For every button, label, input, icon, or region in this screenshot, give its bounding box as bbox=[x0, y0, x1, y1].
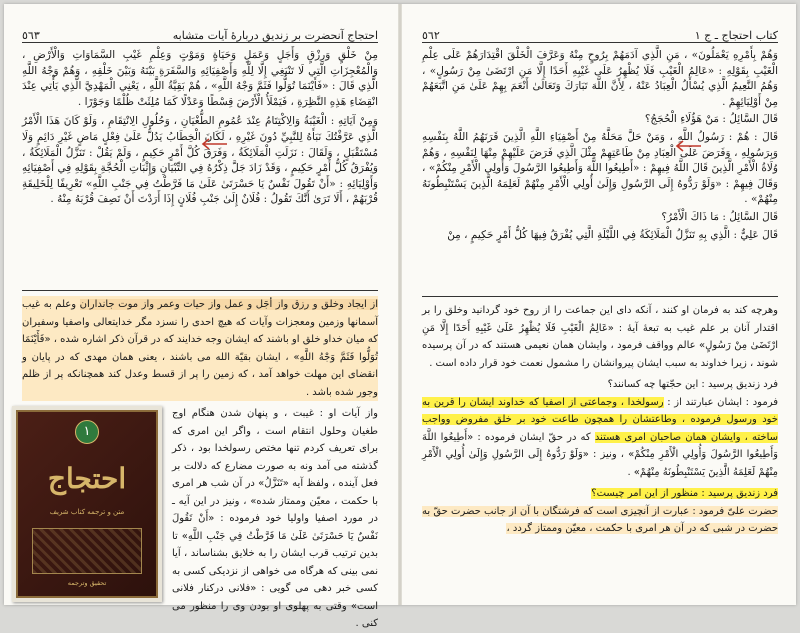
page-number: ٥٦٣ bbox=[22, 29, 40, 42]
ornament-pattern bbox=[32, 528, 142, 574]
right-arabic-text bbox=[422, 48, 778, 243]
left-arabic-text bbox=[22, 48, 378, 208]
arabic-paragraph: وَمِنْ آيَاتِهِ : الْغَيْبَةُ وَالِاكْتِتَامُ عِنْدَ عُمُومِ الطُّغْيَانِ ، وَحُلُولِ الِانْتِقَامِ ، وَلَوْ كَانَ هَذَا الْأَمْرُ الَّذِي عَرَّفْتُكَ نَبَأَهُ لِلنَّبِيِّ دُونَ غَيْرِهِ ، لَكَانَ الْخِطَابُ يَدُلُّ عَلَىٰ فِعْلٍ مَاضٍ غَيْرِ دَائِمٍ وَلَا مُسْتَقْبَلٍ ، وَلَقَالَ : نَزَلَتِ الْمَلَائِكَةُ ، وَفَرَقَ كُلَّ أَمْرٍ حَكِيمٍ ، وَلَمْ يَقُلْ : تَنَزَّلُ الْمَلَائِكَةُ ، وَيُفْرَقُ كُلُّ أَمْرٍ حَكِيمٍ ، وَقَدْ زَادَ جَلَّ ذِكْرُهُ فِي التِّبْيَانِ وَإِثْبَاتِ الْحُجَّةِ بِقَوْلِهِ فِي أَصْفِيَائِهِ وَأَوْلِيَائِهِ : «أَنْ تَقُولَ نَفْسٌ يَا حَسْرَتَىٰ عَلَىٰ مَا فَرَّطْتُ فِي جَنْبِ اللَّهِ» تَعْرِيفًا لِلْخَلِيقَةِ قُرْبَهُمْ ، أَلَا تَرَىٰ أَنَّكَ تَقُولُ : فُلَانٌ إِلَىٰ جَنْبِ فُلَانٍ إِذَا أَرَدْتَ أَنْ تَصِفَ قُرْبَهُ مِنْهُ . bbox=[22, 115, 378, 206]
book-cover bbox=[16, 410, 158, 598]
persian-answer bbox=[422, 503, 778, 538]
volume-badge: ١ bbox=[75, 420, 99, 444]
page-number: ٥٦٢ bbox=[422, 29, 440, 42]
right-page bbox=[404, 4, 796, 605]
persian-answer-lead: فرمود : ايشان عبارتند از : bbox=[663, 396, 778, 408]
persian-paragraph bbox=[172, 405, 378, 633]
arabic-question: قَالَ السَّائِلُ : مَنْ هَؤُلَاءِ الْحُجَجُ؟ bbox=[644, 113, 778, 126]
persian-question bbox=[422, 485, 778, 503]
book-spread bbox=[4, 4, 796, 629]
arabic-paragraph: قَالَ عَلِيٌّ : الَّذِي بِهِ تَنَزَّلُ الْمَلَائِكَةُ فِي اللَّيْلَةِ الَّتِي يُفْرَقُ فِيهَا كُلُّ أَمْرٍ حَكِيمٍ ، مِنْ bbox=[447, 228, 778, 241]
persian-question-text: فرد زنديق پرسيد : اين حجّتها چه كسانند؟ bbox=[607, 379, 778, 390]
section-divider bbox=[22, 290, 378, 291]
persian-highlighted-paragraph bbox=[22, 296, 378, 401]
section-divider bbox=[422, 296, 778, 297]
right-persian-translation bbox=[422, 302, 778, 538]
right-page-header bbox=[422, 22, 778, 43]
persian-answer bbox=[422, 394, 778, 482]
book-subtitle: متن و ترجمه كتاب شريف bbox=[49, 508, 125, 516]
highlighted-text: رسولخدا ، وجماعتى از اصفيا كه خداوند ايشان را قرين به خود ورسول فرموده ، وطاعتشان را همچون طاعت خود بر خلق مفروض وواجب ساخته ، وايشان همان صاحبان امرى هستند bbox=[422, 396, 778, 443]
red-arrow-annotation-icon bbox=[200, 138, 228, 150]
book-gutter bbox=[398, 4, 402, 605]
page-header-title: احتجاج آنحضرت بر زنديق دربارهٔ آيات متشابه bbox=[172, 29, 378, 42]
arabic-paragraph: وَهُمْ بِأَمْرِهِ يَعْمَلُونَ» ، مَنِ الَّذِي آدَمَهُمْ بِرُوحٍ مِنْهُ وَعَرَّفَ الْخَلْقَ اقْتِدَارَهُمْ عَلَى عِلْمِ الْغَيْبِ بِقَوْلِهِ : «عَالِمُ الْغَيْبِ فَلَا يُظْهِرُ عَلَى غَيْبِهِ أَحَدًا إِلَّا مَنِ ارْتَضَىٰ مِنْ رَسُولٍ» ، وَهُمُ النَّعِيمُ الَّذِي يُسْأَلُ الْعِبَادُ عَنْهُ ، لِأَنَّ اللَّهَ تَبَارَكَ وَتَعَالَىٰ أَنْعَمَ بِهِمْ عَلَىٰ مَنِ اتَّبَعَهُمْ مِنْ أَوْلِيَائِهِمْ . bbox=[422, 49, 778, 108]
left-page-header bbox=[22, 22, 378, 43]
persian-question bbox=[422, 376, 778, 394]
arabic-paragraph: مِنْ خَلْقٍ وَرِزْقٍ وَأَجَلٍ وَعَمَلٍ وَحَيَاةٍ وَمَوْتٍ وَعِلْمِ غَيْبِ السَّمَاوَاتِ وَالْأَرْضِ ، وَالْمُعْجِزَاتِ الَّتِي لَا تَنْبَغِي إِلَّا لِلَّهِ وَأَصْفِيَائِهِ وَالسَّفَرَةِ بَيْنَهُ وَبَيْنَ خَلْقِهِ ، وَهُمْ وَجْهُ اللَّهِ الَّذِي قَالَ : «فَأَيْنَمَا تُوَلُّوا فَثَمَّ وَجْهُ اللَّهِ» ، هُمْ بَقِيَّةُ اللَّهِ ، يَعْنِي الْمَهْدِيَّ الَّذِي يَأْتِي عِنْدَ انْقِضَاءِ هَذِهِ النَّظِرَةِ ، فَيَمْلَأُ الْأَرْضَ قِسْطًا وَعَدْلًا كَمَا مُلِئَتْ ظُلْمًا وَجَوْرًا . bbox=[22, 49, 378, 108]
red-arrow-annotation-icon bbox=[674, 140, 702, 152]
arabic-question: قَالَ السَّائِلُ : مَا ذَاكَ الْأَمْرُ؟ bbox=[661, 210, 778, 223]
arabic-paragraph: قَالَ : هُمْ : رَسُولُ اللَّهِ ، وَمَنْ حَلَّ مَحَلَّهُ مِنْ أَصْفِيَاءِ اللَّهِ الَّذِينَ قَرَنَهُمُ اللَّهُ بِنَفْسِهِ وَبِرَسُولِهِ ، وَفَرَضَ عَلَى الْعِبَادِ مِنْ طَاعَتِهِمْ مِثْلَ الَّذِي فَرَضَ عَلَيْهِمْ مِنْهَا لِنَفْسِهِ ، وَهُمْ وُلَاةُ الْأَمْرِ الَّذِينَ قَالَ اللَّهُ فِيهِمْ : «أَطِيعُوا اللَّهَ وَأَطِيعُوا الرَّسُولَ وَأُولِي الْأَمْرِ مِنْكُمْ» ، وَقَالَ فِيهِمْ : «وَلَوْ رَدُّوهُ إِلَى الرَّسُولِ وَإِلَىٰ أُولِي الْأَمْرِ مِنْهُمْ لَعَلِمَهُ الَّذِينَ يَسْتَنْبِطُونَهُ مِنْهُمْ» . bbox=[422, 130, 778, 206]
page-header-title: كتاب احتجاج ـ ج ١ bbox=[694, 29, 778, 42]
persian-paragraph-text: وعلم به غيب آسمانها وزمين ومعجزات وآيات كه هيچ احدى را نسزد مگر خدايتعالى واصفيا وسفيران كه ميان خداو خلق او باشند كه ايشان وجه خدايند كه در قرآن ذكر اشاره شده ، «فَأَيْنَمَا تُوَلُّوا فَثَمَّ وَجْهُ اللَّهِ» ، ايشان بقيّة الله مى باشند ، يعنى همان مهدى كه در پايان و انقضاى اين مهلت خواهد آمد ، كه زمين را پر از قسط وعدل كند همچنانكه پر از ظلم وجور شده باشد . bbox=[21, 299, 378, 398]
persian-answer-text: حضرت علىّ فرمود : عبارت از آنچيزى است كه فرشتگان با آن از جانب حضرت حقّ به حضرت در شبى كه در آن هر امرى با حكمت ، معيّن وممتاز گردد ، bbox=[422, 505, 778, 534]
book-title: احتجاج bbox=[47, 462, 127, 495]
persian-paragraph-text: واز آيات او : غيبت ، و پنهان شدن هنگام اوج طغيان وحلول انتقام است ، واگر اين امرى كه براى تعريف كردم تنها مختص رسولخدا بود ، ذكر گذشته مى آمد ونه به صورت مضارع كه دلالت بر فعل آينده ، ولفظ آيه «تَنَزَّلُ» در آن شب هر امرى با حكمت ، معيّن وممتاز شده» ، ونيز در اين آيه ـ در مورد اصفيا واوليا خود فرموده : «أَنْ تَقُولَ نَفْسٌ يَا حَسْرَتَىٰ عَلَىٰ مَا فَرَّطْتُ فِي جَنْبِ اللَّهِ» تا بدين ترتيب قرب ايشان را به خلايق بشناساند ، آيا نمى بينى كه هرگاه مى خواهى از نزديكى كسى به كسى خبر دهى مى گويى : «فلانى دركنار فلانى است» وقتى به پهلوى او بودن وى را منظور مى كنى . bbox=[172, 408, 378, 629]
highlighted-text: از ايجاد وخلق و رزق واز أجَل و عمل واز حيات وعمر واز موت جانداران bbox=[79, 299, 378, 310]
persian-answer-rest: كه در حقّ ايشان فرموده : «أَطِيعُوا اللَّهَ وَأَطِيعُوا الرَّسُولَ وَأُولِي الْأَمْرِ مِنْكُمْ» ، ونيز : «وَلَوْ رَدُّوهُ إِلَى الرَّسُولِ وَإِلَىٰ أُولِي الْأَمْرِ مِنْهُمْ لَعَلِمَهُ الَّذِينَ يَسْتَنْبِطُونَهُ مِنْهُمْ» . bbox=[422, 431, 778, 478]
book-footer-text: تحقيق وترجمه bbox=[67, 579, 107, 587]
book-cover-image bbox=[12, 406, 162, 602]
persian-paragraph: وهرچه كند به فرمان او كنند ، آنكه داى اين جماعت را از روح خود گردانيد وخلق را بر اقتدار آنان بر علم غيب به تبعهٔ آيهٔ : «عَالِمُ الْغَيْبِ فَلَا يُظْهِرُ عَلَىٰ غَيْبِهِ أَحَدًا إِلَّا مَنِ ارْتَضَىٰ مِنْ رَسُولٍ» عالم وواقف فرمود ، وايشان همان نعيمى هستند كه در آن پرسيده شوند ، زيرا خداوند به سبب ايشان پيروانشان را مشمول نعمت خود قرار داده است . bbox=[422, 305, 778, 369]
highlighted-question: فرد زنديق پرسيد : منظور از اين امر چيست؟ bbox=[591, 488, 778, 499]
